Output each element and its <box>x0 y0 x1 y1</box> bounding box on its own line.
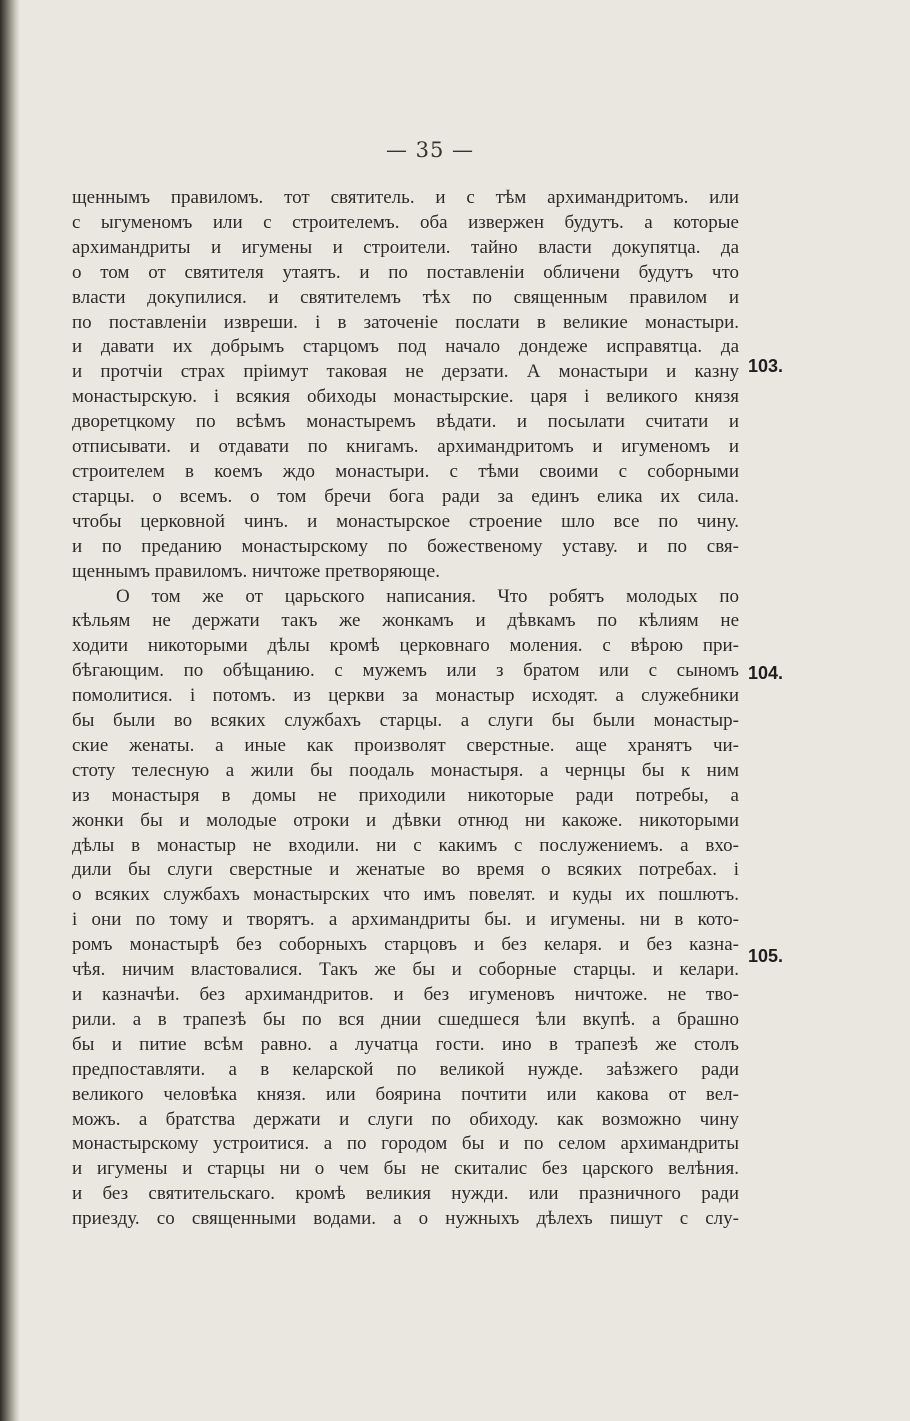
text-line: бѣгающим. по обѣщанию. с мужемъ или з братом или с сыномъ <box>72 660 739 682</box>
text-line: с ыгуменомъ или с строителемъ. оба извержен будутъ. а которые <box>72 211 739 233</box>
text-line: и казначѣи. без архимандритов. и без игуменовъ ничтоже. не тво- <box>72 984 739 1005</box>
text-line: щеннымъ правиломъ. ничтоже претворяюще. <box>72 560 440 582</box>
book-spine-shadow <box>0 0 20 1421</box>
body-text <box>72 186 739 1232</box>
text-line: чтобы церковной чинъ. и монастырское строение шло все по чину. <box>72 510 739 532</box>
text-line: и без святительскаго. кромѣ великия нужди. или празничного ради <box>72 1183 739 1205</box>
text-line: и протчіи страх пріимут таковая не дерзати. А монастыри и казну <box>72 361 739 383</box>
text-line: монастырскую. і всякия обиходы монастырские. царя і великого князя <box>72 386 739 408</box>
page-number: — 35 — <box>385 138 475 162</box>
text-line: строителем в коемъ ждо монастыри. с тѣми своими с соборными <box>72 460 739 482</box>
text-line: власти докупилися. и святителемъ тѣх по священным правилом и <box>72 286 739 308</box>
text-line: бы и питие всѣм равно. а лучатца гости. ино в трапезѣ же столъ <box>72 1033 739 1055</box>
text-line: и давати их добрымъ старцомъ под начало дондеже исправятца. да <box>72 336 739 358</box>
text-line: рили. а в трапезѣ бы по вся днии сшедшеся ѣли вкупѣ. а брашно <box>72 1008 739 1030</box>
text-line: из монастыря в домы не приходили никоторые ради потребы, а <box>72 784 739 806</box>
text-line: приезду. со священными водами. а о нужныхъ дѣлехъ пишут с слу- <box>72 1208 739 1230</box>
text-line: ходити никоторыми дѣлы кромѣ церковнаго моления. с вѣрою при- <box>72 635 739 657</box>
paragraph-1 <box>72 186 739 585</box>
text-line: и по преданию монастырскому по божественому уставу. и по свя- <box>72 535 739 557</box>
text-line: старцы. о всемъ. о том бречи бога ради за единъ елика их сила. <box>72 485 739 507</box>
paragraph-2 <box>72 585 739 1233</box>
text-line: бы были во всяких службахъ старцы. а слуги бы были монастыр- <box>72 710 739 732</box>
text-line: помолитися. і потомъ. из церкви за монастыр исходят. а служебники <box>72 685 739 707</box>
text-line: чѣя. ничим властовалися. Такъ же бы и соборные старцы. и келари. <box>72 959 739 981</box>
text-line: можъ. а братства держати и слуги по обиходу. как возможно чину <box>72 1108 739 1130</box>
text-line: о том от святителя утаятъ. и по поставленіи обличени будутъ что <box>72 261 739 283</box>
text-line: архимандриты и игумены и строители. тайно власти докупятца. да <box>72 236 739 258</box>
text-line: и игумены и старцы ни о чем бы не скиталис без царского велѣния. <box>72 1158 739 1180</box>
text-line: отписывати. и отдавати по книгамъ. архимандритомъ и игуменомъ и <box>72 436 739 458</box>
text-line: дѣлы в монастыр не входили. ни с какимъ с послужениемъ. а вхо- <box>72 834 739 856</box>
text-line: ромъ монастырѣ без соборныхъ старцовъ и без келаря. и без казна- <box>72 934 739 956</box>
text-line: щеннымъ правиломъ. тот святитель. и с тѣм архимандритомъ. или <box>72 187 739 208</box>
margin-number-103: 103. <box>748 356 784 376</box>
text-line: О том же от царьского написания. Что робятъ молодых по <box>116 585 739 607</box>
text-line: предпоставляти. а в келарской по великой нужде. заѣзжего ради <box>72 1058 739 1080</box>
margin-number-105: 105. <box>748 946 784 966</box>
text-line: ские женаты. а иные как произволят сверстные. аще хранятъ чи- <box>72 734 739 756</box>
text-line: стоту телесную а жили бы поодаль монастыря. а чернцы бы к ним <box>72 759 739 781</box>
margin-number-104: 104. <box>748 663 784 683</box>
text-line: монастырскому устроитися. а по городом бы и по селом архимандриты <box>72 1133 739 1155</box>
text-line: кѣльям не держати такъ же жонкамъ и дѣвкамъ по кѣлиям не <box>72 610 739 632</box>
text-line: дворетцкому по всѣмъ монастыремъ вѣдати. и посылати считати и <box>72 411 739 433</box>
text-line: великого человѣка князя. или боярина почтити или какова от вел- <box>72 1083 739 1105</box>
text-line: о всяких службахъ монастырских что имъ повелят. и куды их пошлютъ. <box>72 884 739 906</box>
text-line: по поставленіи извреши. і в заточеніе послати в великие монастыри. <box>72 311 739 333</box>
text-line: і они по тому и творятъ. а архимандриты бы. и игумены. ни в кото- <box>72 909 739 931</box>
text-line: дили бы слуги сверстные и женатые во время о всяких потребах. і <box>72 859 739 881</box>
text-line: жонки бы и молодые отроки и дѣвки отнюд ни какоже. никоторыми <box>72 809 739 831</box>
